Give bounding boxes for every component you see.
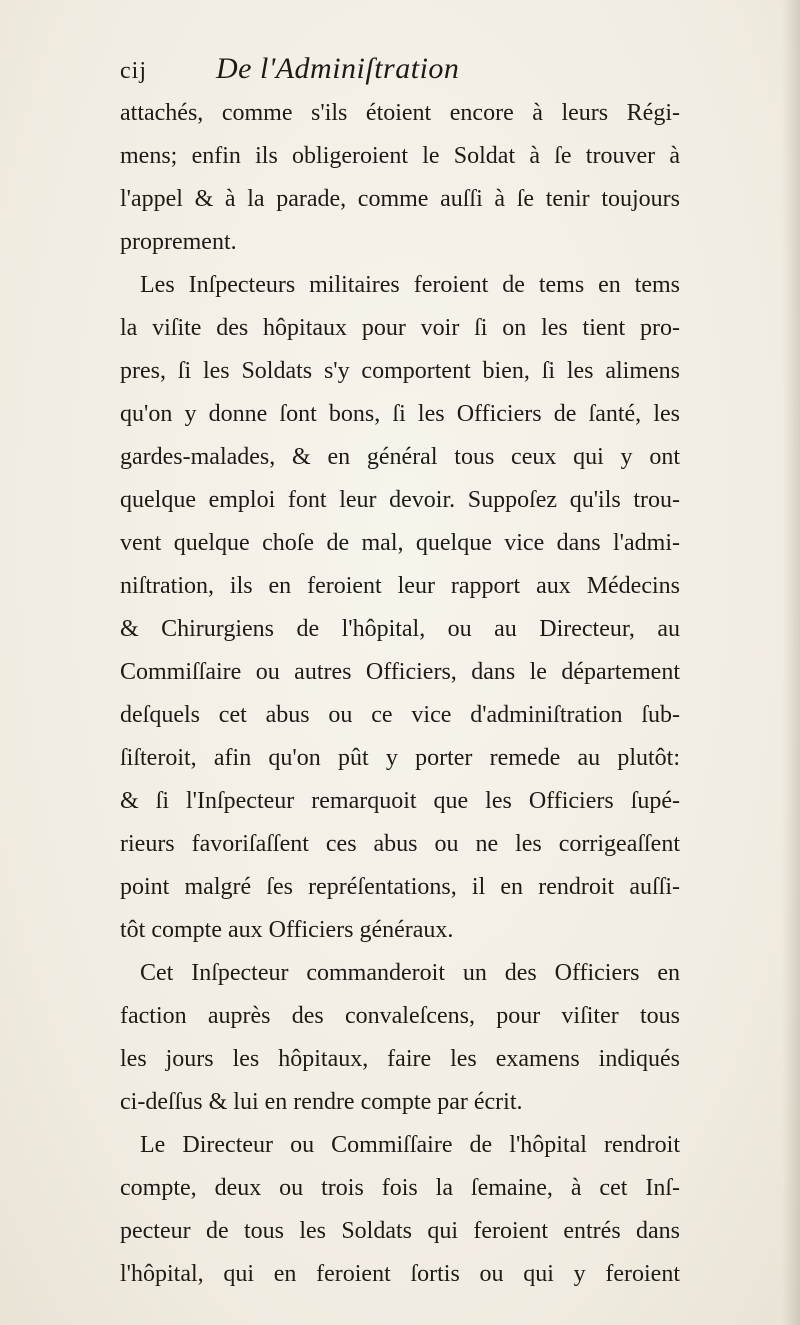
text-line: les jours les hôpitaux, faire les examens indiqués bbox=[120, 1046, 680, 1072]
text-line: vent quelque choſe de mal, quelque vice dans l'admi- bbox=[120, 530, 680, 556]
text-line: l'hôpital, qui en feroient ſortis ou qui y feroient bbox=[120, 1261, 680, 1287]
text-line: qu'on y donne ſont bons, ſi les Officiers de ſanté, les bbox=[120, 401, 680, 427]
body-text bbox=[120, 92, 680, 1296]
page-number: cij bbox=[120, 58, 147, 84]
page-edge-shadow bbox=[782, 0, 800, 1325]
text-line: gardes-malades, & en général tous ceux qui y ont bbox=[120, 444, 680, 470]
text-line: tôt compte aux Officiers généraux. bbox=[120, 917, 454, 943]
text-line: attachés, comme s'ils étoient encore à leurs Régi- bbox=[120, 100, 680, 126]
text-line: Cet Inſpecteur commanderoit un des Officiers en bbox=[140, 960, 680, 986]
text-line: quelque emploi font leur devoir. Suppoſez qu'ils trou- bbox=[120, 487, 680, 513]
text-line: la viſite des hôpitaux pour voir ſi on les tient pro- bbox=[120, 315, 680, 341]
text-line: proprement. bbox=[120, 229, 237, 255]
text-line: niſtration, ils en feroient leur rapport aux Médecins bbox=[120, 573, 680, 599]
text-line: ci-deſſus & lui en rendre compte par écrit. bbox=[120, 1089, 523, 1115]
text-line: faction auprès des convaleſcens, pour viſiter tous bbox=[120, 1003, 680, 1029]
running-title: De l'Adminiſtration bbox=[216, 52, 460, 85]
text-line: Le Directeur ou Commiſſaire de l'hôpital rendroit bbox=[140, 1132, 680, 1158]
text-line: compte, deux ou trois fois la ſemaine, à cet Inſ- bbox=[120, 1175, 680, 1201]
text-line: pecteur de tous les Soldats qui feroient entrés dans bbox=[120, 1218, 680, 1244]
text-line: point malgré ſes repréſentations, il en rendroit auſſi- bbox=[120, 874, 680, 900]
text-line: ſiſteroit, afin qu'on pût y porter remede au plutôt: bbox=[120, 745, 680, 771]
page-header bbox=[120, 52, 680, 92]
text-line: Commiſſaire ou autres Officiers, dans le département bbox=[120, 659, 680, 685]
text-line: pres, ſi les Soldats s'y comportent bien, ſi les alimens bbox=[120, 358, 680, 384]
text-line: deſquels cet abus ou ce vice d'adminiſtration ſub- bbox=[120, 702, 680, 728]
text-line: rieurs favoriſaſſent ces abus ou ne les corrigeaſſent bbox=[120, 831, 680, 857]
text-line: Les Inſpecteurs militaires feroient de tems en tems bbox=[140, 272, 680, 298]
text-line: & ſi l'Inſpecteur remarquoit que les Officiers ſupé- bbox=[120, 788, 680, 814]
text-line: l'appel & à la parade, comme auſſi à ſe tenir toujours bbox=[120, 186, 680, 212]
text-line: mens; enfin ils obligeroient le Soldat à ſe trouver à bbox=[120, 143, 680, 169]
text-line: & Chirurgiens de l'hôpital, ou au Directeur, au bbox=[120, 616, 680, 642]
